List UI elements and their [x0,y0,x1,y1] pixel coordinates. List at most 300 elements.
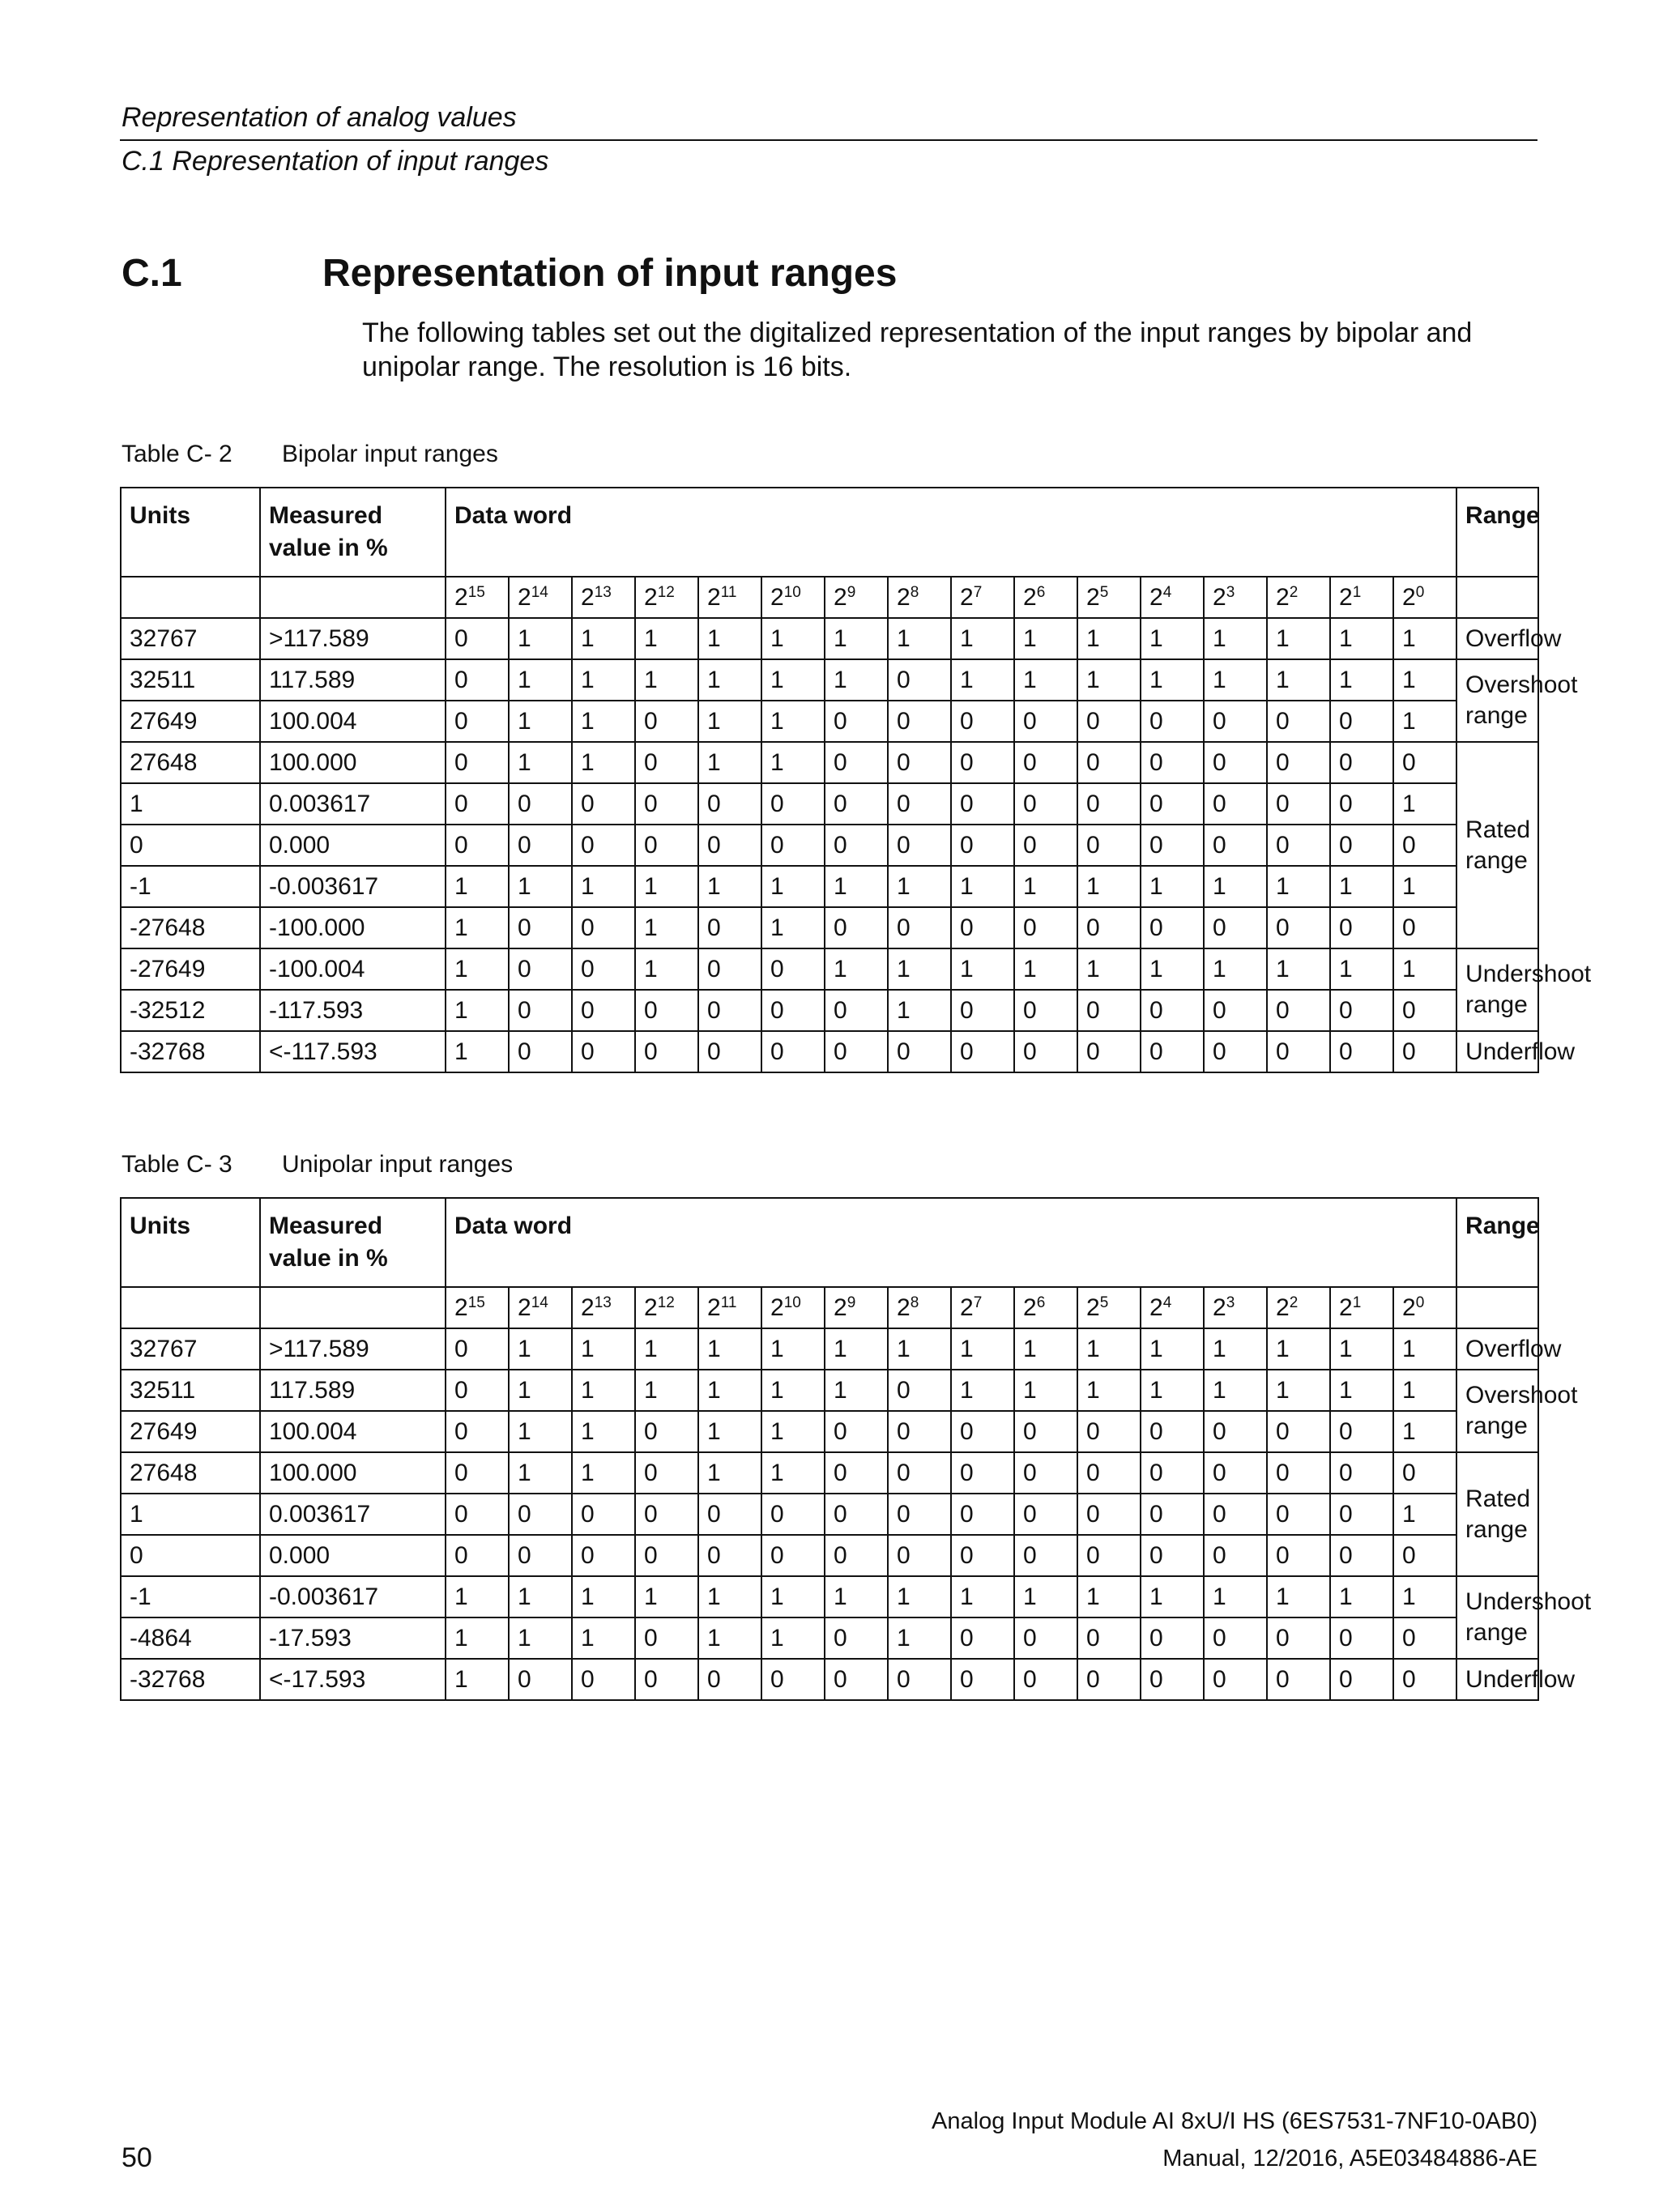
bit-weight-header [698,577,761,618]
bit-cell: 0 [951,701,1014,742]
bit-base: 2 [1086,583,1100,611]
bit-cell: 0 [825,990,888,1031]
bit-cell: 0 [1267,1031,1330,1072]
bit-cell: 1 [1077,618,1141,659]
bit-cell: 0 [509,825,572,866]
bit-cell: 0 [1077,1535,1141,1576]
measured-value-cell: 117.589 [260,1370,446,1411]
measured-value-cell: 0.000 [260,1535,446,1576]
bit-cell: 0 [635,1031,698,1072]
bit-cell: 0 [1330,742,1393,783]
bit-cell: 0 [446,1411,509,1452]
bit-base: 2 [897,1294,911,1321]
bit-cell: 1 [761,742,825,783]
bit-cell: 0 [888,1659,951,1700]
bit-cell: 0 [1014,1659,1077,1700]
range-header: Range [1456,488,1538,577]
bit-cell: 1 [825,866,888,907]
units-cell: 0 [121,825,260,866]
range-cell: Undershoot range [1456,948,1538,1031]
bit-cell: 0 [635,1494,698,1535]
bit-cell: 1 [446,1617,509,1659]
bit-cell: 1 [698,1576,761,1617]
bit-cell: 0 [1204,990,1267,1031]
bit-cell: 1 [635,948,698,990]
bit-cell: 1 [761,1617,825,1659]
bit-cell: 0 [1014,990,1077,1031]
table-row [121,1659,1538,1700]
bit-cell: 0 [1330,1031,1393,1072]
bit-exponent: 7 [973,1294,983,1311]
bit-cell: 0 [1141,783,1204,825]
bit-base: 2 [1339,1294,1353,1321]
units-header-blank [121,577,260,618]
bit-cell: 0 [509,783,572,825]
table-row [121,618,1538,659]
bit-cell: 1 [1014,866,1077,907]
bit-base: 2 [644,583,658,611]
bipolar-input-ranges-table [120,487,1592,1073]
range-cell: Overflow [1456,618,1538,659]
bit-cell: 1 [572,1617,635,1659]
bit-cell: 0 [1204,701,1267,742]
bit-cell: 0 [635,1452,698,1494]
bit-weight-header [572,577,635,618]
unipolar-input-ranges-table [120,1197,1592,1701]
bit-cell: 0 [572,783,635,825]
bit-weight-header [1141,1287,1204,1328]
bit-weight-header [888,1287,951,1328]
bit-cell: 0 [1267,1659,1330,1700]
bit-weight-header [1204,1287,1267,1328]
bit-cell: 0 [825,1031,888,1072]
bit-cell: 1 [446,1576,509,1617]
bit-cell: 0 [888,1535,951,1576]
bit-cell: 1 [1204,866,1267,907]
bit-cell: 0 [446,1494,509,1535]
units-header: Units [121,1198,260,1287]
bit-base: 2 [1023,583,1037,611]
table-row [121,701,1538,742]
bit-cell: 1 [888,866,951,907]
bit-cell: 1 [761,1452,825,1494]
bit-weight-header [446,1287,509,1328]
bit-cell: 0 [1077,701,1141,742]
measured-value-header: Measured value in % [260,1198,446,1287]
bit-base: 2 [1023,1294,1037,1321]
bit-cell: 0 [509,907,572,948]
bit-cell: 0 [572,1535,635,1576]
bit-cell: 1 [1393,1370,1456,1411]
bit-cell: 0 [1267,1535,1330,1576]
bit-weight-row [121,1287,1538,1328]
bit-exponent: 15 [467,1294,485,1311]
measured-value-cell: 100.004 [260,701,446,742]
measured-value-cell: <-17.593 [260,1659,446,1700]
bit-weight-header [951,577,1014,618]
bit-exponent: 9 [847,583,856,601]
bit-cell: 1 [1267,659,1330,701]
header-rule [120,139,1537,141]
bit-base: 2 [1086,1294,1100,1321]
units-cell: 1 [121,1494,260,1535]
bit-cell: 0 [1141,1031,1204,1072]
bit-base: 2 [707,1294,721,1321]
bit-cell: 0 [1204,783,1267,825]
bit-cell: 0 [1330,1411,1393,1452]
range-header: Range [1456,1198,1538,1287]
table-title: Bipolar input ranges [282,441,498,467]
bit-cell: 0 [825,1411,888,1452]
table-row [121,825,1538,866]
bit-cell: 0 [1393,1452,1456,1494]
bit-cell: 1 [761,1411,825,1452]
bit-cell: 0 [1204,742,1267,783]
bit-cell: 0 [446,659,509,701]
units-cell: -27649 [121,948,260,990]
bit-cell: 1 [761,907,825,948]
bit-cell: 0 [635,701,698,742]
units-cell: -1 [121,866,260,907]
bit-cell: 0 [1267,783,1330,825]
measured-value-cell: 0.000 [260,825,446,866]
bit-weight-header [635,577,698,618]
bit-cell: 1 [1330,618,1393,659]
bit-cell: 1 [951,618,1014,659]
section-number: C.1 [122,252,182,295]
bit-cell: 0 [1267,742,1330,783]
bit-exponent: 14 [531,1294,548,1311]
bit-cell: 1 [446,990,509,1031]
bit-cell: 0 [825,701,888,742]
bit-exponent: 5 [1099,583,1109,601]
bit-cell: 1 [1393,618,1456,659]
bit-cell: 0 [1077,1031,1141,1072]
bit-base: 2 [1213,583,1226,611]
bit-cell: 1 [509,701,572,742]
bit-cell: 0 [1267,1617,1330,1659]
bit-cell: 0 [825,1535,888,1576]
data-word-header: Data word [446,488,1456,577]
bit-base: 2 [581,583,595,611]
range-cell: Rated range [1456,1452,1538,1576]
bit-cell: 1 [1077,866,1141,907]
bit-cell: 1 [1267,948,1330,990]
bit-exponent: 8 [910,583,919,601]
bit-cell: 0 [1330,990,1393,1031]
bit-cell: 0 [698,1494,761,1535]
table-row [121,907,1538,948]
bit-exponent: 4 [1162,583,1172,601]
bit-cell: 0 [509,1494,572,1535]
bit-weight-header [698,1287,761,1328]
running-header-chapter: Representation of analog values [122,102,517,133]
bit-cell: 0 [1393,1535,1456,1576]
measured-value-cell: <-117.593 [260,1031,446,1072]
bit-cell: 1 [761,1370,825,1411]
bit-cell: 1 [698,618,761,659]
bit-exponent: 8 [910,1294,919,1311]
bit-cell: 1 [1141,948,1204,990]
bit-cell: 0 [888,659,951,701]
bit-cell: 0 [1014,1494,1077,1535]
bit-cell: 1 [1267,1328,1330,1370]
measured-value-cell: 117.589 [260,659,446,701]
bit-base: 2 [770,583,784,611]
bit-cell: 0 [1393,1659,1456,1700]
bit-cell: 0 [888,783,951,825]
bit-cell: 0 [761,1494,825,1535]
bit-cell: 1 [1393,866,1456,907]
bit-cell: 0 [698,1535,761,1576]
bit-cell: 0 [1077,1659,1141,1700]
bit-cell: 1 [572,659,635,701]
bit-exponent: 2 [1289,583,1299,601]
bit-base: 2 [518,1294,531,1321]
bit-cell: 0 [1393,1031,1456,1072]
bit-cell: 0 [951,1659,1014,1700]
units-cell: 32511 [121,1370,260,1411]
measured-value-cell: -17.593 [260,1617,446,1659]
bit-cell: 0 [825,907,888,948]
bit-weight-header [1267,577,1330,618]
range-cell: Undershoot range [1456,1576,1538,1659]
bit-base: 2 [834,583,847,611]
bit-cell: 0 [1141,742,1204,783]
bit-cell: 0 [1014,1411,1077,1452]
bit-cell: 1 [698,1411,761,1452]
bit-cell: 1 [635,907,698,948]
bit-cell: 0 [698,825,761,866]
bit-cell: 0 [698,948,761,990]
footer-manual-info: Manual, 12/2016, A5E03484886-AE [1162,2146,1537,2172]
range-cell: Rated range [1456,742,1538,948]
bit-cell: 1 [1267,1370,1330,1411]
bit-cell: 0 [1204,1411,1267,1452]
bit-cell: 0 [825,825,888,866]
units-cell: -27648 [121,907,260,948]
bit-cell: 1 [951,1576,1014,1617]
bit-cell: 0 [825,783,888,825]
bit-cell: 1 [1014,1576,1077,1617]
bit-cell: 1 [1267,866,1330,907]
units-cell: 32511 [121,659,260,701]
bit-cell: 0 [1330,1535,1393,1576]
bit-cell: 1 [1204,1370,1267,1411]
bit-cell: 0 [1267,1411,1330,1452]
bit-cell: 0 [951,742,1014,783]
bit-cell: 1 [888,1617,951,1659]
bit-cell: 0 [951,1617,1014,1659]
bit-cell: 0 [1204,1452,1267,1494]
bit-cell: 0 [698,907,761,948]
bit-cell: 0 [1267,1452,1330,1494]
measured-value-cell: -0.003617 [260,866,446,907]
bit-cell: 1 [509,659,572,701]
bit-base: 2 [1339,583,1353,611]
bit-cell: 0 [888,1370,951,1411]
units-cell: 32767 [121,1328,260,1370]
bit-weight-header [1393,577,1456,618]
bit-cell: 0 [761,1659,825,1700]
bit-cell: 1 [1014,1328,1077,1370]
bit-cell: 0 [1330,1659,1393,1700]
bit-cell: 0 [509,1031,572,1072]
bit-cell: 0 [1077,907,1141,948]
bit-cell: 1 [635,1370,698,1411]
bit-weight-header [509,577,572,618]
bit-cell: 1 [825,618,888,659]
bit-cell: 1 [1330,659,1393,701]
bit-cell: 0 [888,825,951,866]
bit-cell: 0 [698,1659,761,1700]
bit-cell: 1 [761,659,825,701]
bit-weight-header [635,1287,698,1328]
bit-cell: 1 [825,948,888,990]
range-cell: Overshoot range [1456,1370,1538,1452]
bit-exponent: 11 [720,583,737,601]
bit-weight-row [121,577,1538,618]
bit-cell: 1 [572,1576,635,1617]
units-cell: 1 [121,783,260,825]
bit-cell: 0 [1014,742,1077,783]
bit-cell: 0 [951,907,1014,948]
bit-cell: 0 [1330,907,1393,948]
bit-cell: 1 [888,1576,951,1617]
bit-cell: 0 [1077,1452,1141,1494]
bit-cell: 1 [825,1576,888,1617]
measured-value-cell: 100.000 [260,1452,446,1494]
units-header: Units [121,488,260,577]
units-cell: 0 [121,1535,260,1576]
data-word-header: Data word [446,1198,1456,1287]
bit-base: 2 [518,583,531,611]
bit-base: 2 [1149,583,1163,611]
bit-cell: 0 [1141,1452,1204,1494]
bit-cell: 0 [1204,1494,1267,1535]
bit-cell: 1 [1141,1576,1204,1617]
bit-cell: 0 [825,1452,888,1494]
bit-cell: 1 [951,948,1014,990]
range-cell: Overflow [1456,1328,1538,1370]
bit-cell: 1 [509,1452,572,1494]
bit-cell: 1 [761,1576,825,1617]
bit-base: 2 [897,583,911,611]
bit-cell: 1 [698,659,761,701]
bit-cell: 0 [1204,1031,1267,1072]
bit-cell: 1 [509,1576,572,1617]
bit-weight-header [761,1287,825,1328]
bit-cell: 1 [1204,618,1267,659]
bit-cell: 0 [1014,1452,1077,1494]
bit-weight-header [572,1287,635,1328]
bit-cell: 0 [1204,1617,1267,1659]
bit-exponent: 1 [1352,583,1362,601]
bit-base: 2 [1402,1294,1416,1321]
bit-cell: 0 [951,1494,1014,1535]
units-cell: 27648 [121,1452,260,1494]
bit-cell: 1 [951,1328,1014,1370]
bit-cell: 0 [761,783,825,825]
bit-cell: 0 [572,948,635,990]
intro-paragraph: The following tables set out the digitalized representation of the input ranges by bipolar and unipolar range. The resolution is 16 bits. [362,318,1473,382]
bit-cell: 0 [1141,825,1204,866]
bit-cell: 1 [698,742,761,783]
bit-cell: 1 [698,1328,761,1370]
bit-exponent: 11 [720,1294,737,1311]
bit-weight-header [1204,577,1267,618]
table-row [121,1328,1538,1370]
bit-cell: 0 [1014,1031,1077,1072]
bit-cell: 1 [698,866,761,907]
bit-cell: 0 [951,1031,1014,1072]
bit-cell: 0 [635,742,698,783]
bit-cell: 0 [1014,825,1077,866]
bit-cell: 0 [446,1370,509,1411]
units-cell: 32767 [121,618,260,659]
bit-cell: 1 [1267,1576,1330,1617]
bit-cell: 0 [1204,825,1267,866]
bit-exponent: 12 [657,1294,675,1311]
range-cell: Underflow [1456,1031,1538,1072]
bit-cell: 0 [509,990,572,1031]
bit-exponent: 10 [783,583,801,601]
bit-cell: 1 [635,1328,698,1370]
bit-exponent: 0 [1415,1294,1425,1311]
bit-cell: 1 [1393,1576,1456,1617]
bit-base: 2 [454,1294,468,1321]
bit-cell: 1 [1077,1576,1141,1617]
bit-cell: 0 [572,990,635,1031]
bit-base: 2 [1402,583,1416,611]
bit-cell: 1 [1141,1328,1204,1370]
bit-cell: 0 [825,1494,888,1535]
bit-cell: 0 [1141,1659,1204,1700]
bit-cell: 0 [635,990,698,1031]
bit-cell: 0 [1204,907,1267,948]
bit-exponent: 0 [1415,583,1425,601]
bit-cell: 0 [951,1452,1014,1494]
bit-cell: 1 [1014,618,1077,659]
bit-cell: 1 [446,948,509,990]
bit-cell: 1 [509,1370,572,1411]
bit-cell: 0 [1077,1494,1141,1535]
measured-value-header: Measured value in % [260,488,446,577]
bit-cell: 1 [509,866,572,907]
bit-cell: 0 [1077,783,1141,825]
bit-cell: 0 [951,1411,1014,1452]
bit-cell: 0 [951,783,1014,825]
bit-cell: 0 [888,742,951,783]
bit-base: 2 [1149,1294,1163,1321]
bit-cell: 0 [1014,701,1077,742]
bit-cell: 1 [446,1031,509,1072]
bit-cell: 1 [761,618,825,659]
bit-cell: 1 [761,866,825,907]
bit-cell: 0 [635,1411,698,1452]
bit-weight-header [1077,1287,1141,1328]
bit-cell: 0 [1141,1617,1204,1659]
bit-cell: 0 [1393,1617,1456,1659]
bit-cell: 1 [572,701,635,742]
bit-base: 2 [770,1294,784,1321]
bit-cell: 0 [1077,825,1141,866]
bit-weight-header [446,577,509,618]
units-cell: -32768 [121,1659,260,1700]
bit-cell: 1 [509,1411,572,1452]
bit-cell: 1 [572,1411,635,1452]
bit-base: 2 [1276,583,1290,611]
